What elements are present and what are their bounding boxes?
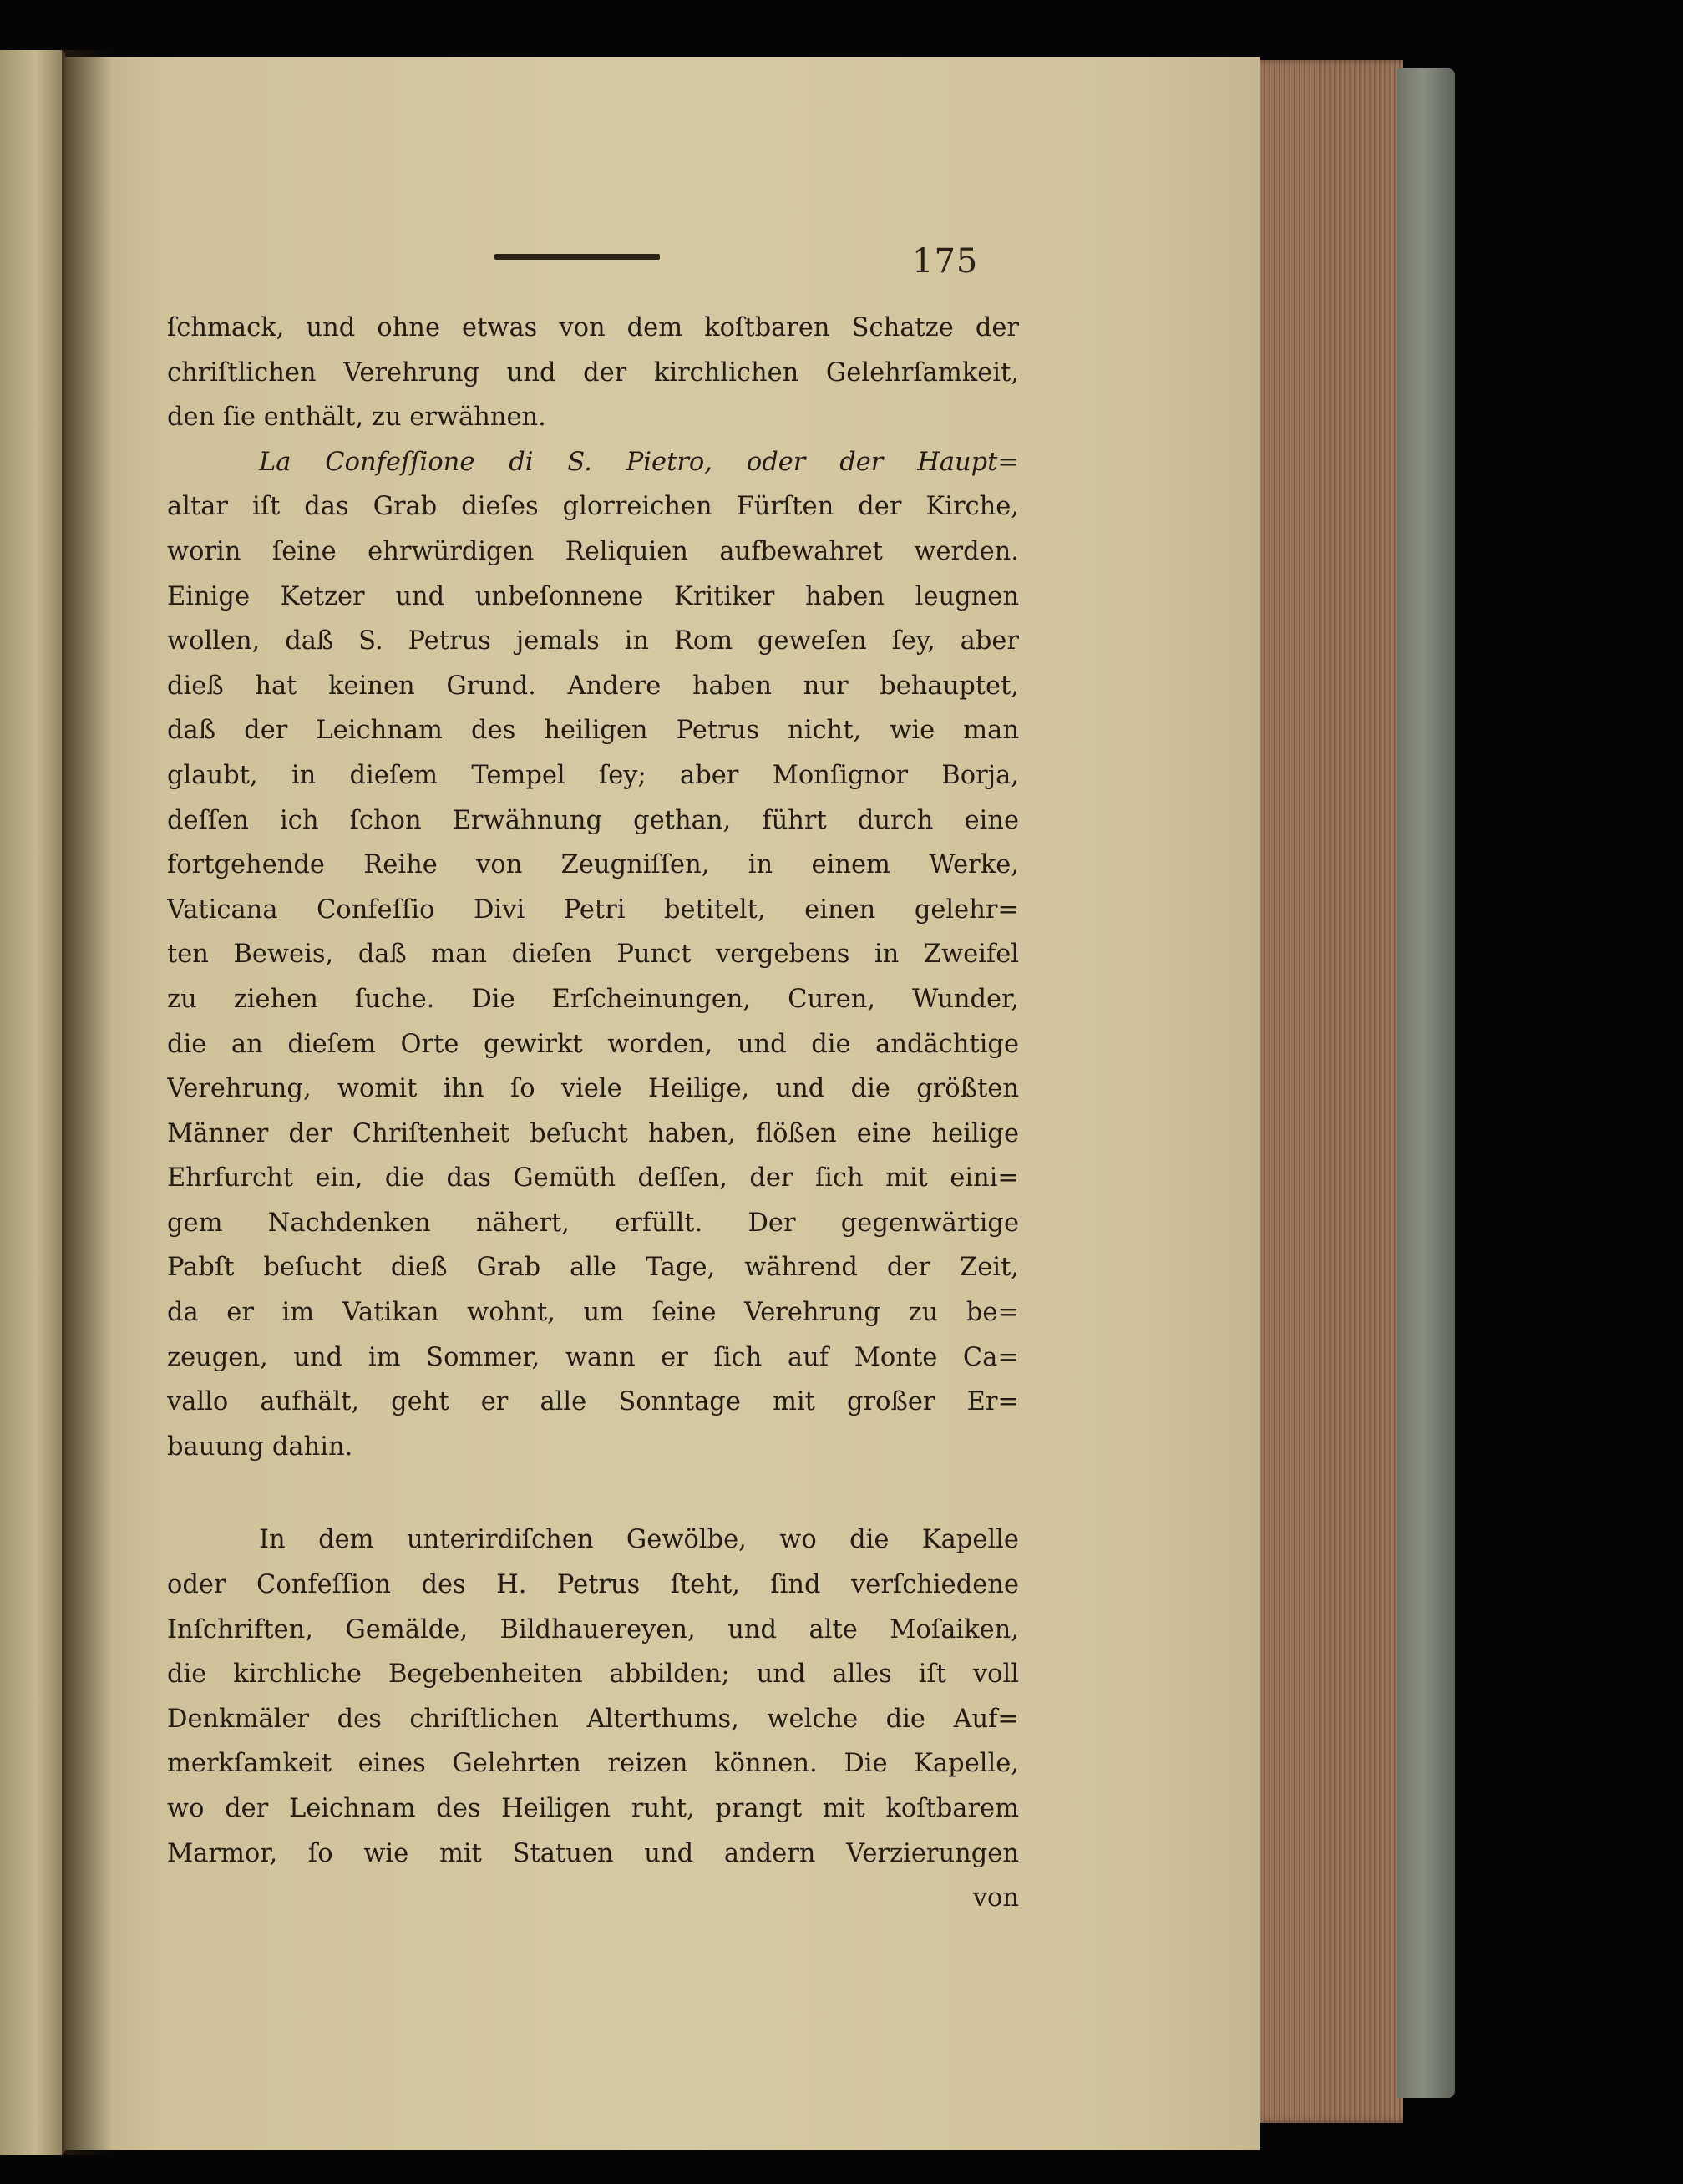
text-line: wo der Leichnam des Heiligen ruht, prangt mit koſtbarem: [167, 1794, 1019, 1823]
text-line: Vaticana Confeſſio Divi Petri betitelt, einen gelehr=: [167, 894, 1019, 925]
text-line: Pabſt beſucht dieß Grab alle Tage, während der Zeit,: [167, 1253, 1019, 1283]
text-line: merkſamkeit eines Gelehrten reizen können. Die Kapelle,: [167, 1749, 1019, 1779]
text-line: Denkmäler des chriſtlichen Alterthums, welche die Auf=: [167, 1704, 1019, 1734]
text-line: Inſchriften, Gemälde, Bildhauereyen, und alte Moſaiken,: [167, 1614, 1019, 1644]
facing-page-edge: [0, 50, 65, 2155]
text-line: dieß hat keinen Grund. Andere haben nur behauptet,: [167, 671, 1019, 701]
text-line: gem Nachdenken nähert, erfüllt. Der gegenwärtige: [167, 1208, 1019, 1238]
gutter-shadow: [62, 50, 112, 2155]
text-line: La Confeſſione di S. Pietro, oder der Haupt=: [259, 447, 1019, 477]
text-line: vallo aufhält, geht er alle Sonntage mit großer Er=: [167, 1387, 1019, 1417]
catchword: von: [972, 1883, 1019, 1913]
text-line: daß der Leichnam des heiligen Petrus nicht, wie man: [167, 716, 1019, 746]
text-line: chriſtlichen Verehrung und der kirchlichen Gelehrſamkeit,: [167, 357, 1019, 388]
text-line: ſchmack, und ohne etwas von dem koſtbaren Schatze der: [167, 313, 1019, 342]
text-line: bauung dahin.: [167, 1432, 353, 1462]
text-line: Ehrfurcht ein, die das Gemüth deſſen, der ſich mit eini=: [167, 1163, 1019, 1193]
body-text: [167, 306, 1019, 1921]
text-line: In dem unterirdiſchen Gewölbe, wo die Kapelle: [259, 1525, 1019, 1555]
text-line: ten Beweis, daß man dieſen Punct vergebens in Zweifel: [167, 940, 1019, 970]
text-line: zeugen, und im Sommer, wann er ſich auf Monte Ca=: [167, 1342, 1019, 1372]
text-line: den ſie enthält, zu erwähnen.: [167, 403, 546, 433]
text-line: worin ſeine ehrwürdigen Reliquien aufbewahret werden.: [167, 536, 1019, 566]
text-line: die an dieſem Orte gewirkt worden, und die andächtige: [167, 1029, 1019, 1059]
text-line: die kirchliche Begebenheiten abbilden; und alles iſt voll: [167, 1660, 1019, 1690]
header-rule: [494, 254, 660, 260]
text-line: Einige Ketzer und unbeſonnene Kritiker haben leugnen: [167, 581, 1019, 611]
text-line: zu ziehen ſuche. Die Erſcheinungen, Curen, Wunder,: [167, 984, 1019, 1014]
text-line: fortgehende Reihe von Zeugniſſen, in einem Werke,: [167, 850, 1019, 880]
text-line: deſſen ich ſchon Erwähnung gethan, führt durch eine: [167, 805, 1019, 835]
text-line: Verehrung, womit ihn ſo viele Heilige, und die größten: [167, 1074, 1019, 1104]
book-fore-edge: [1236, 60, 1403, 2123]
page-number: 175: [912, 242, 979, 281]
paragraph-gap: [167, 1469, 1019, 1518]
text-line: Marmor, ſo wie mit Statuen und andern Verzierungen: [167, 1838, 1019, 1868]
text-line: Männer der Chriſtenheit beſucht haben, flößen eine heilige: [167, 1118, 1019, 1148]
book-cover-board: [1397, 68, 1455, 2098]
text-line: wollen, daß S. Petrus jemals in Rom geweſen ſey, aber: [167, 626, 1019, 656]
text-line: da er im Vatikan wohnt, um ſeine Verehrung zu be=: [167, 1298, 1019, 1328]
text-line: glaubt, in dieſem Tempel ſey; aber Monſignor Borja,: [167, 760, 1019, 790]
text-line: oder Confeſſion des H. Petrus ſteht, ſind verſchiedene: [167, 1570, 1019, 1600]
text-line: altar iſt das Grab dieſes glorreichen Fürſten der Kirche,: [167, 492, 1019, 522]
